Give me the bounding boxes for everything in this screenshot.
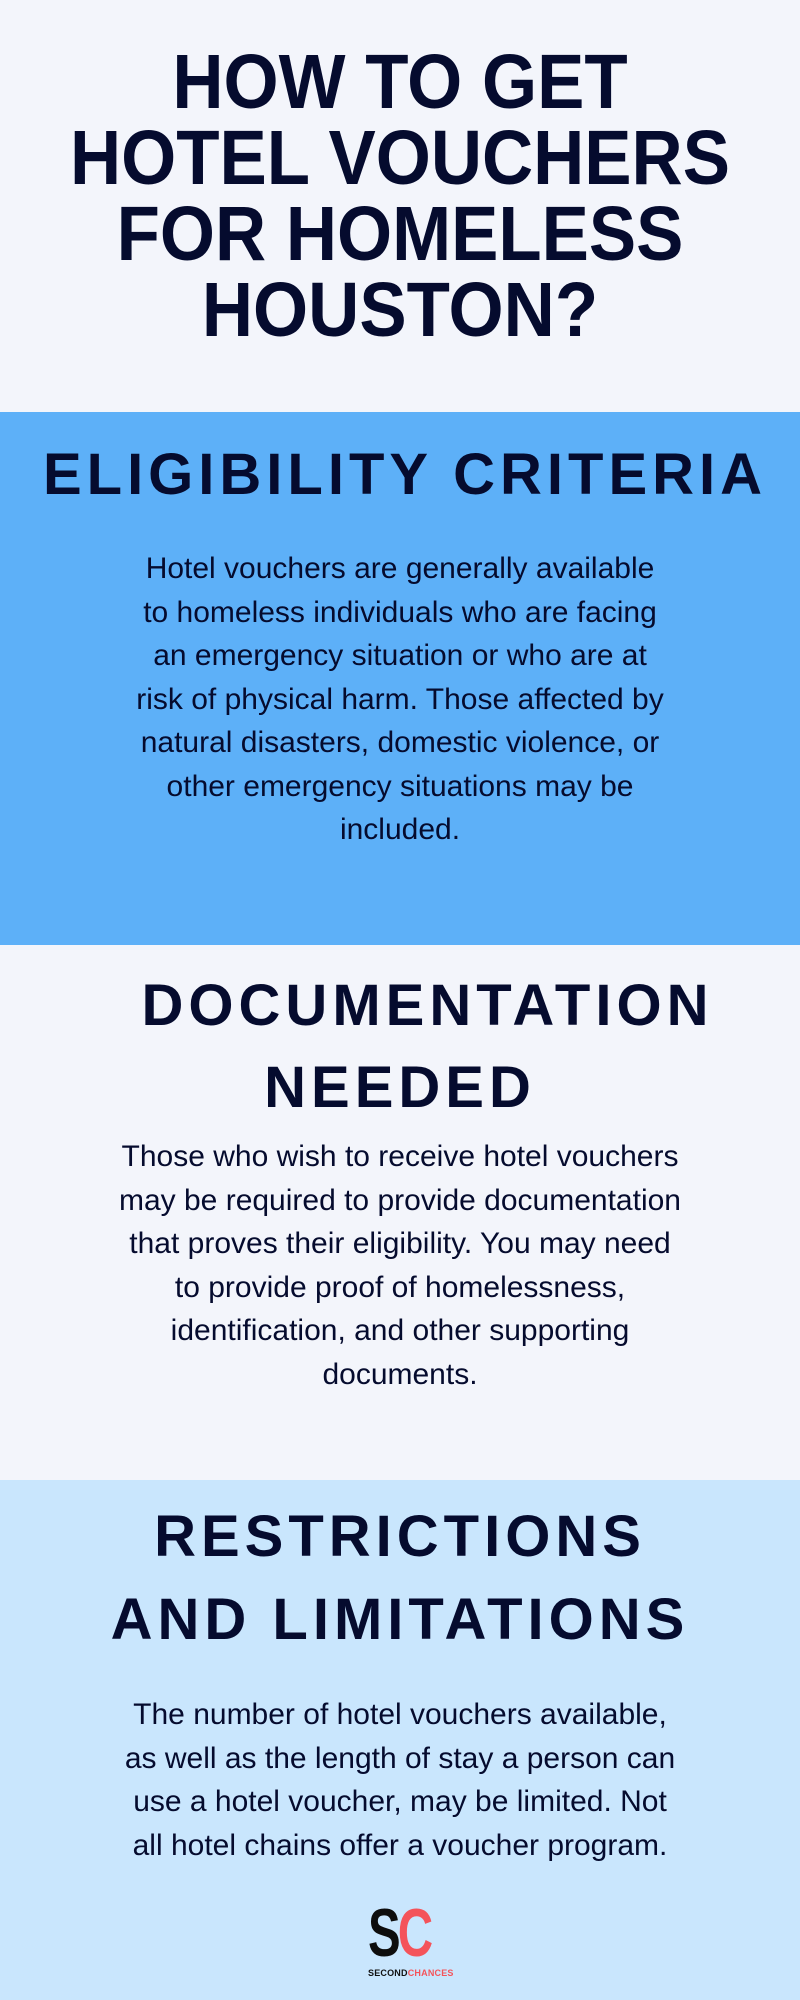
page-title — [32, 39, 768, 353]
body-line: natural disasters, domestic violence, or — [140, 726, 660, 759]
body-line: identification, and other supporting — [170, 1314, 630, 1347]
eligibility-section — [0, 412, 800, 945]
title-line: HOTEL VOUCHERS — [70, 115, 730, 201]
logo-letter-s: S — [368, 1895, 398, 1971]
logo-mark-icon — [368, 1895, 431, 1971]
body-line: The number of hotel vouchers available, — [133, 1698, 667, 1731]
section-body — [50, 1693, 750, 1867]
body-line: an emergency situation or who are at — [153, 639, 647, 672]
logo-word-chances: CHANCES — [407, 1968, 454, 1978]
title-section — [0, 0, 800, 412]
heading-line: RESTRICTIONS — [154, 1504, 646, 1569]
body-line: Hotel vouchers are generally available — [145, 552, 655, 585]
body-line: use a hotel voucher, may be limited. Not — [133, 1785, 667, 1818]
logo-letter-c: C — [397, 1895, 431, 1971]
section-heading — [0, 965, 800, 1129]
section-heading — [0, 1495, 800, 1661]
body-line: Those who wish to receive hotel vouchers — [121, 1140, 679, 1173]
title-line: HOUSTON? — [201, 267, 599, 353]
body-line: to homeless individuals who are facing — [143, 595, 657, 629]
restrictions-section — [0, 1480, 800, 2000]
section-heading — [0, 442, 800, 508]
documentation-section — [0, 945, 800, 1480]
body-line: to provide proof of homelessness, — [174, 1270, 626, 1304]
body-line: included. — [339, 813, 461, 846]
body-line: risk of physical harm. Those affected by — [136, 682, 664, 716]
body-line: that proves their eligibility. You may need — [129, 1227, 671, 1260]
title-line: FOR HOMELESS — [116, 191, 684, 277]
second-chances-logo — [360, 1895, 454, 1978]
section-body — [50, 547, 750, 852]
section-body — [50, 1135, 750, 1396]
body-line: as well as the length of stay a person can — [124, 1741, 676, 1775]
body-line: all hotel chains offer a voucher program. — [132, 1828, 668, 1862]
logo-word-second: SECOND — [368, 1968, 408, 1978]
body-line: other emergency situations may be — [166, 769, 634, 803]
body-line: may be required to provide documentation — [118, 1183, 681, 1217]
heading-line: NEEDED — [264, 1055, 536, 1120]
title-line: HOW TO GET — [172, 39, 628, 125]
heading-line: AND LIMITATIONS — [110, 1587, 690, 1652]
heading-line: DOCUMENTATION — [141, 973, 714, 1038]
body-line: documents. — [322, 1357, 478, 1391]
heading-line: ELIGIBILITY CRITERIA — [42, 442, 768, 507]
logo-wordmark — [368, 1968, 454, 1978]
